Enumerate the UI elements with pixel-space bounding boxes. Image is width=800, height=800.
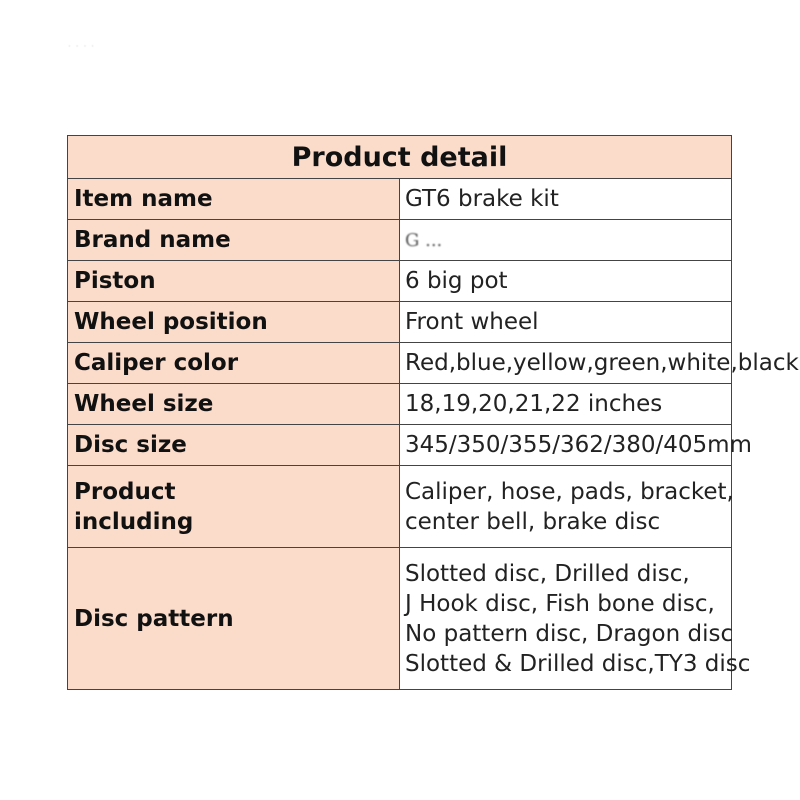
row-label-piston: Piston [68,261,400,302]
table-row [68,548,732,690]
row-value-product-including [400,466,732,548]
row-label-item-name: Item name [68,179,400,220]
table-title: Product detail [68,136,732,179]
label-line: including [74,508,194,535]
table-row [68,261,732,302]
row-value-wheel-position [400,302,732,343]
value-line: Front wheel [405,309,539,335]
row-value-disc-pattern [400,548,751,690]
row-label-product-including [68,466,400,548]
value-line: 345/350/355/362/380/405mm [405,432,752,458]
row-value-item-name [400,179,732,220]
row-value-disc-size [400,425,752,466]
brand-logo: G ... [405,230,443,251]
value-line: J Hook disc, Fish bone disc, [405,590,715,617]
table-row [68,343,732,384]
value-line: center bell, brake disc [405,508,661,535]
value-line: Slotted & Drilled disc,TY3 disc [405,650,751,677]
product-detail-table [67,135,799,690]
row-value-brand-name [400,220,732,261]
table-title-row [68,136,732,179]
table-row [68,179,732,220]
value-line: Slotted disc, Drilled disc, [405,560,690,587]
value-line: 6 big pot [405,268,508,294]
value-line: Red,blue,yellow,green,white,black [405,350,799,376]
table-row [68,425,732,466]
row-label-caliper-color: Caliper color [68,343,400,384]
row-label-wheel-position: Wheel position [68,302,400,343]
label-line: Product [74,478,176,505]
value-line: Caliper, hose, pads, bracket, [405,478,734,505]
value-line: No pattern disc, Dragon disc [405,620,734,647]
table-row [68,466,732,548]
table-row [68,384,732,425]
row-label-disc-size: Disc size [68,425,400,466]
row-label-wheel-size: Wheel size [68,384,400,425]
corner-watermark: · · · · [68,42,96,52]
row-value-piston [400,261,732,302]
value-line: 18,19,20,21,22 inches [405,391,663,417]
value-line: GT6 brake kit [405,186,559,212]
row-value-wheel-size [400,384,732,425]
row-label-brand-name: Brand name [68,220,400,261]
row-value-caliper-color [400,343,799,384]
table-row [68,302,732,343]
row-label-disc-pattern: Disc pattern [68,548,400,690]
table-row [68,220,732,261]
